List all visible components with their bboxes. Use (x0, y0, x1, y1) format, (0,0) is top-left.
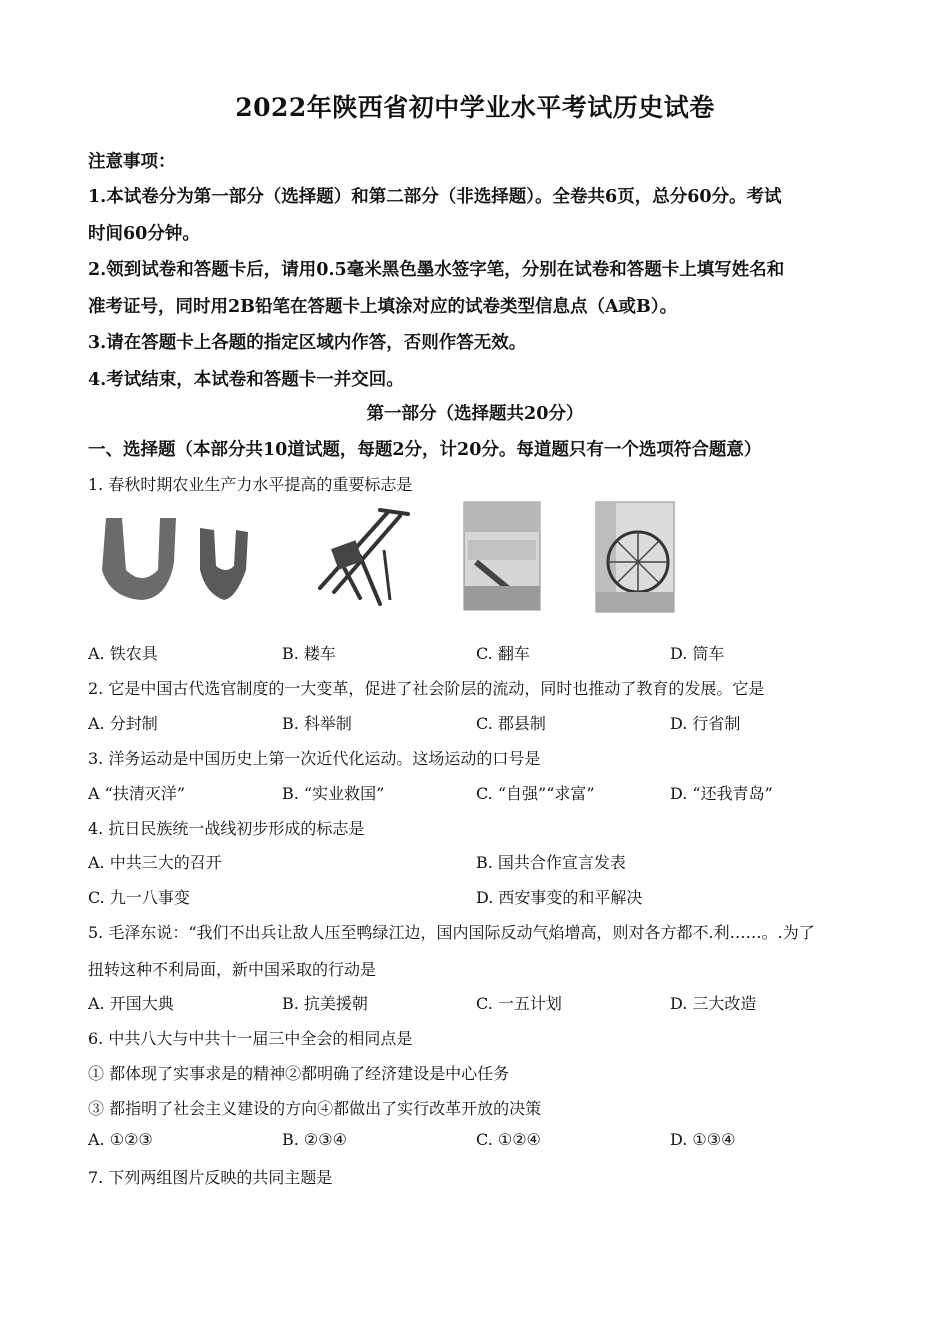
q1-option-d[interactable]: D. 筒车 (670, 644, 725, 663)
q6-option-b[interactable]: B. ②③④ (282, 1130, 347, 1149)
q4-option-a[interactable]: A. 中共三大的召开 (88, 853, 222, 872)
q1-option-c[interactable]: C. 翻车 (476, 644, 530, 663)
q2-option-d[interactable]: D. 行省制 (670, 714, 741, 733)
chain-pump-figure (462, 500, 542, 612)
q2-option-b[interactable]: B. 科举制 (282, 714, 352, 733)
q2-stem: 2. 它是中国古代选官制度的一大变革，促进了社会阶层的流动，同时也推动了教育的发展。它是 (88, 679, 765, 698)
q3-stem: 3. 洋务运动是中国历史上第一次近代化运动。这场运动的口号是 (88, 749, 541, 768)
seed-drill-figure (300, 500, 420, 610)
q5-option-d[interactable]: D. 三大改造 (670, 994, 757, 1013)
exam-title: 2022年陕西省初中学业水平考试历史试卷 (235, 93, 715, 122)
q5-stem: 5. 毛泽东说：“我们不出兵让敌人压至鸭绿江边，国内国际反动气焰增高，则对各方都不.利……。.为了 (88, 923, 815, 942)
q7-stem: 7. 下列两组图片反映的共同主题是 (88, 1168, 333, 1187)
notice-line: 1.本试卷分为第一部分（选择题）和第二部分（非选择题）。全卷共6页，总分60分。考试 (88, 187, 782, 207)
q6-statements-1: ① 都体现了实事求是的精神②都明确了经济建设是中心任务 (88, 1064, 510, 1083)
q4-option-c[interactable]: C. 九一八事变 (88, 888, 190, 907)
q6-statements-2: ③ 都指明了社会主义建设的方向④都做出了实行改革开放的决策 (88, 1099, 542, 1118)
q2-option-c[interactable]: C. 郡县制 (476, 714, 546, 733)
notice-line: 准考证号，同时用2B铅笔在答题卡上填涂对应的试卷类型信息点（A或B）。 (88, 297, 678, 317)
q6-stem: 6. 中共八大与中共十一届三中全会的相同点是 (88, 1029, 413, 1048)
q1-stem: 1. 春秋时期农业生产力水平提高的重要标志是 (88, 475, 413, 494)
q2-option-a[interactable]: A. 分封制 (88, 714, 158, 733)
q5-option-b[interactable]: B. 抗美援朝 (282, 994, 368, 1013)
q5-stem-continued: 扭转这种不利局面，新中国采取的行动是 (88, 960, 377, 979)
notice-heading: 注意事项： (88, 152, 176, 172)
q1-option-b[interactable]: B. 耧车 (282, 644, 336, 663)
q4-option-b[interactable]: B. 国共合作宣言发表 (476, 853, 626, 872)
q4-stem: 4. 抗日民族统一战线初步形成的标志是 (88, 819, 365, 838)
q6-option-c[interactable]: C. ①②④ (476, 1130, 541, 1149)
q5-option-a[interactable]: A. 开国大典 (88, 994, 174, 1013)
q3-option-d[interactable]: D. “还我青岛” (670, 784, 773, 803)
q3-option-c[interactable]: C. “自强”“求富” (476, 784, 595, 803)
q5-option-c[interactable]: C. 一五计划 (476, 994, 562, 1013)
q6-option-a[interactable]: A. ①②③ (88, 1130, 153, 1149)
q4-option-d[interactable]: D. 西安事变的和平解决 (476, 888, 643, 907)
section-heading: 一、选择题（本部分共10道试题，每题2分，计20分。每道题只有一个选项符合题意） (88, 440, 762, 460)
notice-line: 3.请在答题卡上各题的指定区域内作答，否则作答无效。 (88, 333, 527, 353)
water-wheel-figure (594, 500, 676, 614)
q1-option-a[interactable]: A. 铁农具 (88, 644, 158, 663)
q3-option-b[interactable]: B. “实业救国” (282, 784, 385, 803)
notice-line: 4.考试结束，本试卷和答题卡一并交回。 (88, 370, 404, 390)
q6-option-d[interactable]: D. ①③④ (670, 1130, 736, 1149)
q3-option-a[interactable]: A “扶清灭洋” (88, 784, 186, 803)
notice-line: 时间60分钟。 (88, 224, 200, 244)
notice-line: 2.领到试卷和答题卡后，请用0.5毫米黑色墨水签字笔，分别在试卷和答题卡上填写姓名和 (88, 260, 785, 280)
iron-tools-figure (96, 500, 266, 610)
part1-heading: 第一部分（选择题共20分） (366, 404, 584, 424)
